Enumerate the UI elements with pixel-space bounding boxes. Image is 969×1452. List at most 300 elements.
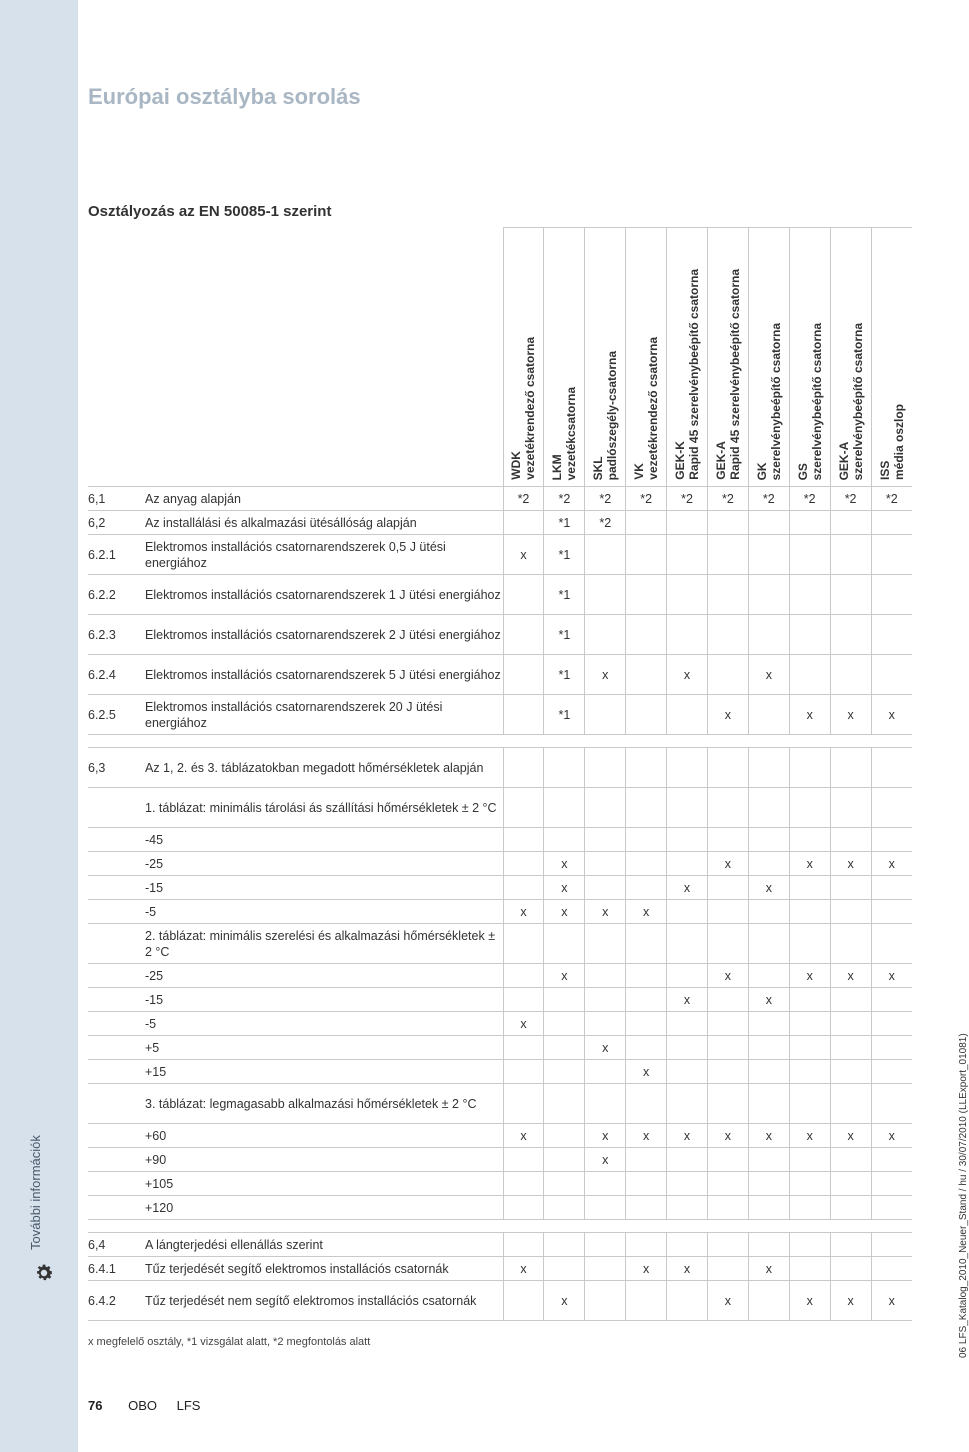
table-cell [544,924,585,964]
table-cell [789,988,830,1012]
row-description: A lángterjedési ellenállás szerint [145,1233,503,1257]
table-cell [789,1220,830,1233]
table-cell [748,964,789,988]
row-description: +15 [145,1060,503,1084]
page-title: Európai osztályba sorolás [88,84,361,109]
table-cell [626,1084,667,1124]
table-cell [626,1233,667,1257]
row-description: 1. táblázat: minimális tárolási ás szállítási hőmérsékletek ± 2 °C [145,788,503,828]
table-cell [748,1196,789,1220]
table-cell [503,735,544,748]
table-cell: x [626,1060,667,1084]
table-cell [503,964,544,988]
table-cell [748,735,789,748]
table-cell [707,655,748,695]
table-cell: x [667,988,708,1012]
table-cell: x [789,964,830,988]
table-cell [667,511,708,535]
table-cell [626,511,667,535]
table-cell [667,575,708,615]
row-number: 6,1 [88,487,145,511]
table-row [88,924,912,964]
table-cell [748,695,789,735]
table-cell: *2 [830,487,871,511]
classification-table [88,227,912,1321]
table-cell [626,788,667,828]
column-name: szerelvénybeépítő csatorna [850,322,865,480]
table-cell: x [707,1124,748,1148]
table-cell [707,748,748,788]
table-cell [626,924,667,964]
table-cell [626,828,667,852]
table-cell [667,924,708,964]
table-cell [789,575,830,615]
table-cell [707,900,748,924]
row-number [88,1084,145,1124]
table-cell: x [503,900,544,924]
table-cell [707,1036,748,1060]
table-cell [789,1148,830,1172]
table-cell [585,615,626,655]
table-cell [503,852,544,876]
table-cell [544,1036,585,1060]
row-number: 6.2.2 [88,575,145,615]
column-name: Rapid 45 szerelvénybeépítő csatorna [687,269,702,480]
table-cell [707,788,748,828]
table-cell [667,828,708,852]
table-cell: x [667,876,708,900]
table-cell: x [626,900,667,924]
table-cell: *1 [544,575,585,615]
sidebar-label: További információk [28,1135,43,1250]
table-cell: x [667,1124,708,1148]
table-cell [667,615,708,655]
table-cell [503,828,544,852]
table-cell [585,1220,626,1233]
table-cell [503,1084,544,1124]
table-cell: *2 [585,487,626,511]
table-cell [871,1148,912,1172]
table-cell [585,828,626,852]
table-cell [585,964,626,988]
table-cell: x [748,876,789,900]
table-cell [871,1012,912,1036]
table-cell [830,924,871,964]
table-cell: x [789,1124,830,1148]
table-cell [871,924,912,964]
header-blank-desc [145,228,503,487]
table-row [88,655,912,695]
table-cell [707,1012,748,1036]
table-cell [789,924,830,964]
table-row [88,487,912,511]
row-description: Elektromos installációs csatornarendszerek 1 J ütési energiához [145,575,503,615]
table-cell [667,1220,708,1233]
table-cell [503,511,544,535]
table-cell [503,655,544,695]
table-cell [503,788,544,828]
table-cell: *2 [503,487,544,511]
table-cell [707,1084,748,1124]
catalog-label: LFS [176,1398,201,1413]
table-cell: *2 [667,487,708,511]
table-cell [667,735,708,748]
table-row [88,1233,912,1257]
table-cell [503,615,544,655]
table-cell [871,535,912,575]
table-cell: x [707,852,748,876]
table-cell [789,1196,830,1220]
column-name: vezetékrendező csatorna [523,337,538,480]
table-cell [748,788,789,828]
table-cell: x [503,1124,544,1148]
row-number [88,735,145,748]
column-name: vezetékrendező csatorna [646,337,661,480]
page-number: 76 [88,1398,103,1413]
table-cell [748,1233,789,1257]
column-code: GEK-K [673,441,688,480]
row-number [88,900,145,924]
table-cell: *2 [626,487,667,511]
table-cell [585,1172,626,1196]
table-cell: x [585,1124,626,1148]
table-cell [707,828,748,852]
table-cell [707,511,748,535]
table-row [88,1012,912,1036]
table-cell [585,876,626,900]
table-cell [626,748,667,788]
column-header [830,228,871,487]
table-cell: x [871,852,912,876]
table-cell [830,1257,871,1281]
table-row [88,1257,912,1281]
table-cell: x [503,1257,544,1281]
table-cell [544,748,585,788]
table-cell: *1 [544,615,585,655]
table-cell [830,1012,871,1036]
table-row [88,695,912,735]
row-number [88,1172,145,1196]
table-cell [503,1148,544,1172]
table-cell: *2 [748,487,789,511]
table-cell: x [667,655,708,695]
table-cell [789,748,830,788]
table-cell: *1 [544,535,585,575]
table-cell: *1 [544,695,585,735]
document-code: 06 LFS_Katalog_2010_Neuer_Stand / hu / 30/07/2010 (LLExport_01081) [958,1033,969,1358]
table-cell [748,615,789,655]
table-cell [544,788,585,828]
table-cell [626,1281,667,1321]
table-cell [707,988,748,1012]
table-cell: *2 [871,487,912,511]
table-cell [748,900,789,924]
row-number [88,1148,145,1172]
table-cell [871,1233,912,1257]
column-code: GEK-A [713,441,728,480]
table-cell [707,735,748,748]
row-description: -45 [145,828,503,852]
table-cell: x [830,1124,871,1148]
table-cell [667,1148,708,1172]
table-cell [503,1172,544,1196]
column-header [748,228,789,487]
table-row [88,535,912,575]
table-cell [503,748,544,788]
column-header [585,228,626,487]
row-number [88,964,145,988]
table-cell [789,535,830,575]
table-cell [667,1172,708,1196]
row-number [88,788,145,828]
table-cell [585,1084,626,1124]
table-cell [707,575,748,615]
table-row [88,735,912,748]
table-cell: x [503,535,544,575]
table-cell [626,1172,667,1196]
row-description: Elektromos installációs csatornarendszerek 2 J ütési energiához [145,615,503,655]
table-cell [789,615,830,655]
table-cell [830,788,871,828]
row-description: Az installálási és alkalmazási ütésállóság alapján [145,511,503,535]
table-cell [830,1148,871,1172]
table-cell [830,1233,871,1257]
table-cell [871,1084,912,1124]
table-cell: x [626,1124,667,1148]
table-cell [748,852,789,876]
row-description: -5 [145,1012,503,1036]
column-header-row [88,228,912,487]
table-cell [830,988,871,1012]
row-number: 6.2.5 [88,695,145,735]
table-cell [503,1281,544,1321]
table-row [88,1124,912,1148]
table-row [88,1172,912,1196]
table-cell: *1 [544,655,585,695]
column-header-text [878,404,906,480]
table-cell [544,988,585,1012]
table-cell [707,876,748,900]
table-cell [503,1220,544,1233]
table-cell [830,876,871,900]
row-number [88,988,145,1012]
table-cell [544,735,585,748]
column-header [871,228,912,487]
table-cell [830,1172,871,1196]
table-cell [626,876,667,900]
row-description: Az 1, 2. és 3. táblázatokban megadott hőmérsékletek alapján [145,748,503,788]
column-code: GEK-A [836,441,851,480]
page-footer [88,1398,216,1413]
row-number [88,1196,145,1220]
table-cell [830,748,871,788]
table-cell: x [707,964,748,988]
table-cell [830,1220,871,1233]
table-cell [871,511,912,535]
row-description: Elektromos installációs csatornarendszerek 20 J ütési energiához [145,695,503,735]
row-description [145,735,503,748]
column-code: LKM [550,454,565,480]
table-cell [544,1196,585,1220]
table-cell [748,1012,789,1036]
table-cell [748,748,789,788]
table-cell [585,1281,626,1321]
table-cell: *1 [544,511,585,535]
table-cell [789,828,830,852]
table-cell [748,1281,789,1321]
gear-icon [33,1262,55,1284]
row-number [88,852,145,876]
row-number [88,1220,145,1233]
table-cell [871,748,912,788]
table-cell [585,1012,626,1036]
table-row [88,511,912,535]
table-cell: x [585,900,626,924]
column-name: média oszlop [891,403,906,480]
table-cell: x [789,695,830,735]
table-cell [503,1196,544,1220]
table-cell [585,748,626,788]
table-cell [871,988,912,1012]
table-row [88,575,912,615]
table-cell [585,695,626,735]
table-cell [503,1233,544,1257]
table-cell: *2 [544,487,585,511]
row-description: Tűz terjedését nem segítő elektromos installációs csatornák [145,1281,503,1321]
table-cell: x [544,964,585,988]
table-cell [789,655,830,695]
table-cell [789,735,830,748]
table-cell [667,1060,708,1084]
column-code: WDK [509,451,524,480]
column-header-text [591,351,619,480]
table-cell [626,1196,667,1220]
table-cell [871,788,912,828]
table-cell [667,1036,708,1060]
table-cell: x [748,655,789,695]
table-cell [544,1220,585,1233]
row-description: +90 [145,1148,503,1172]
table-cell: x [871,695,912,735]
table-cell [585,1257,626,1281]
table-cell [707,535,748,575]
table-cell [585,575,626,615]
table-cell [544,1084,585,1124]
table-cell [667,852,708,876]
table-cell [830,1036,871,1060]
table-cell [871,876,912,900]
table-cell [585,1060,626,1084]
table-cell [503,695,544,735]
row-description: +120 [145,1196,503,1220]
row-number: 6.2.4 [88,655,145,695]
table-cell [707,615,748,655]
table-cell [789,1060,830,1084]
table-row [88,876,912,900]
table-row [88,1148,912,1172]
section-title: Osztályozás az EN 50085-1 szerint [88,203,332,220]
column-header [707,228,748,487]
table-cell: x [871,1124,912,1148]
row-number [88,1036,145,1060]
table-cell [789,1036,830,1060]
column-name: padlószegély-csatorna [605,350,620,480]
row-number: 6,3 [88,748,145,788]
row-number: 6.4.2 [88,1281,145,1321]
table-cell [871,655,912,695]
table-cell [830,1196,871,1220]
table-cell [830,575,871,615]
table-cell [626,1220,667,1233]
table-cell [503,924,544,964]
column-name: Rapid 45 szerelvénybeépítő csatorna [727,269,742,480]
table-cell [871,735,912,748]
row-description: +105 [145,1172,503,1196]
table-cell [626,988,667,1012]
table-cell [707,1172,748,1196]
table-row [88,1220,912,1233]
table-cell [626,852,667,876]
table-cell [871,1036,912,1060]
table-cell [585,988,626,1012]
footnote: x megfelelő osztály, *1 vizsgálat alatt, *2 megfontolás alatt [88,1336,371,1348]
table-cell [830,735,871,748]
table-cell [667,788,708,828]
table-cell [830,615,871,655]
column-header-text [714,269,742,480]
row-number: 6,4 [88,1233,145,1257]
table-cell: x [544,876,585,900]
table-cell [667,1281,708,1321]
table-cell [667,1233,708,1257]
column-header [789,228,830,487]
table-cell [748,1172,789,1196]
table-cell [544,1060,585,1084]
row-description: 3. táblázat: legmagasabb alkalmazási hőmérsékletek ± 2 °C [145,1084,503,1124]
column-header [503,228,544,487]
table-cell [626,695,667,735]
table-cell: x [585,655,626,695]
table-cell [830,1084,871,1124]
column-header-text [837,323,865,480]
column-header-text [550,387,578,480]
row-number [88,1060,145,1084]
table-cell [707,1220,748,1233]
table-cell [667,900,708,924]
table-cell [871,1196,912,1220]
column-header-text [796,323,824,480]
table-cell [789,1257,830,1281]
row-description: -15 [145,876,503,900]
column-name: szerelvénybeépítő csatorna [768,322,783,480]
table-cell [544,1012,585,1036]
row-description: +60 [145,1124,503,1148]
table-cell: x [585,1148,626,1172]
row-description: Tűz terjedését segítő elektromos installációs csatornák [145,1257,503,1281]
row-description: Az anyag alapján [145,487,503,511]
table-cell: x [544,1281,585,1321]
table-cell [748,535,789,575]
table-cell [667,695,708,735]
table-row [88,1036,912,1060]
table-cell: *2 [789,487,830,511]
row-number: 6.2.3 [88,615,145,655]
table-row [88,1196,912,1220]
table-cell: x [789,852,830,876]
table-cell [544,1172,585,1196]
column-header-text [632,337,660,480]
table-cell: x [707,695,748,735]
